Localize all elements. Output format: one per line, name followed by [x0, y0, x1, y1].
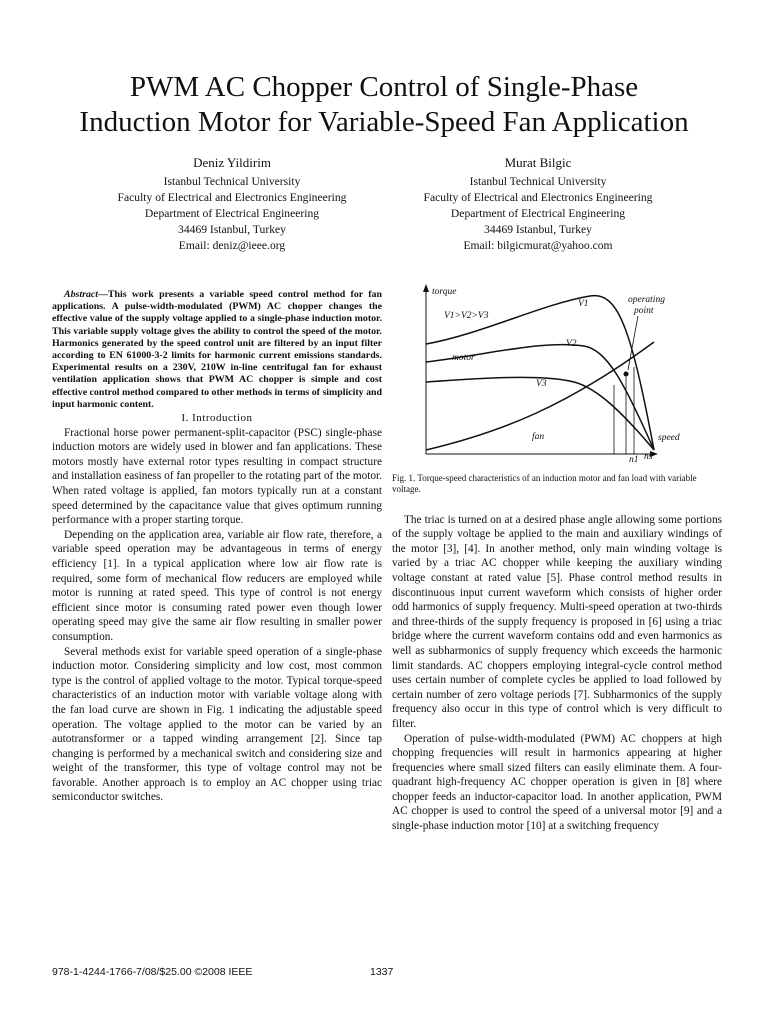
ns-label: ns: [644, 452, 653, 462]
author-affiliation-line: Faculty of Electrical and Electronics Engineering: [423, 191, 653, 204]
body-paragraph: Operation of pulse-width-modulated (PWM) AC choppers at high chopping frequencies will result in harmonics appearing at higher frequencies where small sized filters can easily eliminate them. A four-quadrant high-frequency AC chopper operation is given in [8] where chopper feeds an inductor-capacitor load. In another application, PWM AC chopper is used to control the speed of a universal motor [9] and a single-phase induction motor [10] at a switching frequency: [392, 732, 722, 833]
torque-label: torque: [432, 287, 457, 297]
body-paragraph: Several methods exist for variable speed operation of a single-phase induction motor. Considering simplicity and low cost, most common type is the control of applied voltage to the motor. Typical torque-speed characteristics of an induction motor with variable voltage along with the fan load curve are shown in Fig. 1 indicating the adjustable speed operation. The voltage applied to the motor can be varied by an autotransformer or a tapped winding arrangement [2]. Since tap changing is performed by a mechanical switch and considering size and weight of the transformer, this type of voltage control may not be favorable. Another approach is to employ an AC chopper using triac semiconductor switches.: [52, 645, 382, 804]
author-affiliation-line: 34469 Istanbul, Turkey: [178, 223, 286, 236]
author-block-1: [62, 155, 402, 254]
author-affiliation-line: Istanbul Technical University: [469, 175, 607, 188]
page-number: 1337: [370, 966, 394, 978]
author-block-2: [368, 155, 708, 254]
abstract-label: Abstract: [64, 289, 99, 300]
paper-title: [30, 70, 738, 140]
body-paragraph: The triac is turned on at a desired phase angle allowing some portions of the supply voltage be applied to the main and auxiliary windings of the motor [3], [4]. In another method, only main winding voltage is varied by a triac AC chopper while keeping the auxiliary winding voltage constant at rated value [5]. Phase control method results in discontinuous input current waveform which consists of higher order odd harmonics of supply frequency. Multi-speed operation at two-thirds and three-thirds of the supply frequency is proposed in [6] using a triac bridge where the current waveform contains odd and even harmonics as well as subharmonics of supply frequency which exceeds the harmonic limit standards. AC choppers employing integral-cycle control method uses certain number of complete cycles be applied to load followed by certain number of zero voltage periods [7]. Subharmonics of the supply frequency also occur in this type of control which is very difficult to filter.: [392, 513, 722, 730]
footer-isbn: 978-1-4244-1766-7/08/$25.00 ©2008 IEEE: [52, 966, 253, 978]
operating-point-label-1: operating: [628, 295, 665, 305]
v2-label: V2: [566, 339, 577, 349]
v1-label: V1: [578, 299, 589, 309]
author-email: Email: bilgicmurat@yahoo.com: [463, 239, 613, 252]
torque-axis-arrow: [423, 284, 429, 292]
author-affiliation-line: Faculty of Electrical and Electronics Engineering: [117, 191, 347, 204]
voltage-order-label: V1>V2>V3: [444, 311, 489, 321]
operating-point-marker: [624, 372, 629, 377]
fan-label: fan: [532, 432, 545, 442]
author-email: Email: deniz@ieee.org: [178, 239, 286, 252]
motor-label: motor: [452, 353, 475, 363]
body-paragraph: Depending on the application area, variable air flow rate, therefore, a variable speed operation may be advantageous in terms of energy efficiency [1]. In a typical application where low air flow rate is required, some form of mechanical flow reducers are employed while motor is running at rated speed. This type of control is not energy efficient since motor is consuming rated power even though lower operating speed may give the same air flow resulting in smaller power consumption.: [52, 528, 382, 643]
body-paragraph: Fractional horse power permanent-split-capacitor (PSC) single-phase induction motors are widely used in blower and fan applications. These motors mostly have external rotor types resulting in compact structure and installation easiness of fan propeller to the rotating part of the motor. When rated voltage is applied, fan motors typically run at a constant speed determined by the capacitance value that gives optimum running performance with a proper starting torque.: [52, 426, 382, 527]
author-affiliation-line: Department of Electrical Engineering: [144, 207, 320, 220]
author-name: Deniz Yildirim: [193, 155, 271, 170]
right-column: [392, 282, 722, 834]
abstract-text: —This work presents a variable speed control method for fan applications. A pulse-width-modulated (PWM) AC chopper changes the effective value of the supply voltage applied to a single-phase induction motor. This variable supply voltage gives the ability to control the speed of the motor. Harmonics generated by the speed control unit are filtered by an input filter according to EN 61000-3-2 limits for harmonic current emissions standards. Experimental results on a 230V, 210W in-line centrifugal fan for exhaust ventilation application shows that PWM AC chopper is simple and cost effective control method compared to other methods in terms of simplicity and input harmonic content.: [52, 289, 382, 410]
author-affiliation-line: Istanbul Technical University: [163, 175, 301, 188]
title-line-2: Induction Motor for Variable-Speed Fan Application: [79, 106, 689, 138]
author-affiliation-line: Department of Electrical Engineering: [450, 207, 626, 220]
n1-label: n1: [629, 455, 639, 462]
speed-label: speed: [658, 433, 680, 443]
torque-speed-figure: [392, 282, 722, 462]
figure-caption: Fig. 1. Torque-speed characteristics of an induction motor and fan load with variable voltage.: [392, 472, 697, 494]
author-affiliation-line: 34469 Istanbul, Turkey: [484, 223, 592, 236]
operating-point-label-2: point: [634, 306, 654, 316]
author-name: Murat Bilgic: [504, 155, 572, 170]
section-heading: I. Introduction: [181, 412, 253, 425]
v3-label: V3: [536, 379, 547, 389]
abstract: [52, 289, 382, 411]
left-column: [52, 289, 382, 805]
title-line-1: PWM AC Chopper Control of Single-Phase: [129, 71, 639, 103]
